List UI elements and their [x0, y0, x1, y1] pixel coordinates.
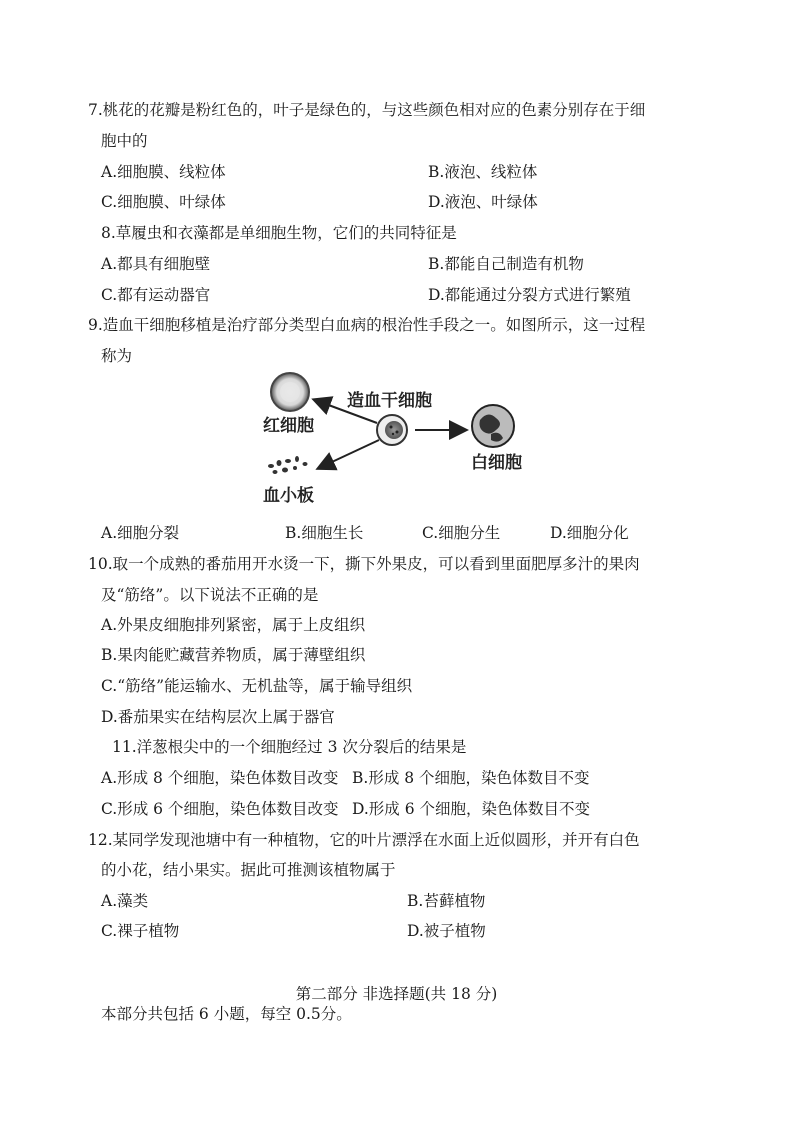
q9-option-d: D.细胞分化: [550, 524, 629, 542]
q7-option-a: A.细胞膜、线粒体: [101, 163, 226, 181]
q7-stem-line1: 7.桃花的花瓣是粉红色的，叶子是绿色的，与这些颜色相对应的色素分别存在于细: [88, 101, 646, 119]
red-blood-cell-label: 红细胞: [263, 416, 314, 436]
q10-option-d: D.番茄果实在结构层次上属于器官: [101, 708, 335, 726]
q12-option-b: B.苔藓植物: [407, 892, 486, 910]
part2-title: 第二部分 非选择题(共 18 分): [295, 985, 498, 1003]
part2-note: 本部分共包括 6 小题，每空 0.5分。: [101, 1005, 352, 1023]
arrow-to-platelet: [319, 440, 379, 468]
q7-option-b: B.液泡、线粒体: [428, 163, 538, 181]
q7-option-d: D.液泡、叶绿体: [428, 193, 538, 211]
white-blood-cell-icon: [472, 405, 514, 447]
q9-option-b: B.细胞生长: [285, 524, 364, 542]
q8-option-b: B.都能自己制造有机物: [428, 255, 584, 273]
q12-option-c: C.裸子植物: [101, 922, 180, 940]
q11-option-a: A.形成 8 个细胞，染色体数目改变: [101, 769, 339, 787]
q8-option-c: C.都有运动器官: [101, 286, 211, 304]
q9-stem-line1: 9.造血干细胞移植是治疗部分类型白血病的根治性手段之一。如图所示，这一过程: [88, 316, 646, 334]
q9-option-c: C.细胞分生: [422, 524, 501, 542]
q10-option-c: C.“筋络”能运输水、无机盐等，属于输导组织: [101, 677, 413, 695]
q12-stem-line2: 的小花，结小果实。据此可推测该植物属于: [101, 861, 396, 879]
platelet-label: 血小板: [263, 486, 314, 506]
q10-stem-line2: 及“筋络”。以下说法不正确的是: [101, 586, 319, 604]
q12-option-d: D.被子植物: [407, 922, 486, 940]
q10-stem-line1: 10.取一个成熟的番茄用开水烫一下，撕下外果皮，可以看到里面肥厚多汁的果肉: [88, 555, 640, 573]
red-blood-cell-icon: [271, 373, 309, 411]
q7-option-c: C.细胞膜、叶绿体: [101, 193, 226, 211]
q12-stem-line1: 12.某同学发现池塘中有一种植物，它的叶片漂浮在水面上近似圆形，并开有白色: [88, 831, 640, 849]
platelets-icon: [268, 456, 308, 474]
q11-option-b: B.形成 8 个细胞，染色体数目不变: [352, 769, 590, 787]
q9-option-a: A.细胞分裂: [101, 524, 180, 542]
q10-option-b: B.果肉能贮藏营养物质，属于薄壁组织: [101, 646, 366, 664]
q12-option-a: A.藻类: [101, 892, 149, 910]
q11-stem: 11.洋葱根尖中的一个细胞经过 3 次分裂后的结果是: [112, 738, 467, 756]
q10-option-a: A.外果皮细胞排列紧密，属于上皮组织: [101, 616, 366, 634]
q7-stem-line2: 胞中的: [101, 132, 148, 150]
q8-stem: 8.草履虫和衣藻都是单细胞生物，它们的共同特征是: [101, 224, 457, 242]
white-blood-cell-label: 白细胞: [471, 453, 522, 473]
q8-option-d: D.都能通过分裂方式进行繁殖: [428, 286, 631, 304]
q11-option-d: D.形成 6 个细胞，染色体数目不变: [352, 800, 591, 818]
q11-option-c: C.形成 6 个细胞，染色体数目改变: [101, 800, 339, 818]
q9-stem-line2: 称为: [101, 347, 133, 365]
q8-option-a: A.都具有细胞壁: [101, 255, 211, 273]
cell-differentiation-diagram: [255, 368, 535, 518]
stem-cell-icon: [377, 415, 407, 445]
stem-cell-label: 造血干细胞: [347, 391, 432, 411]
